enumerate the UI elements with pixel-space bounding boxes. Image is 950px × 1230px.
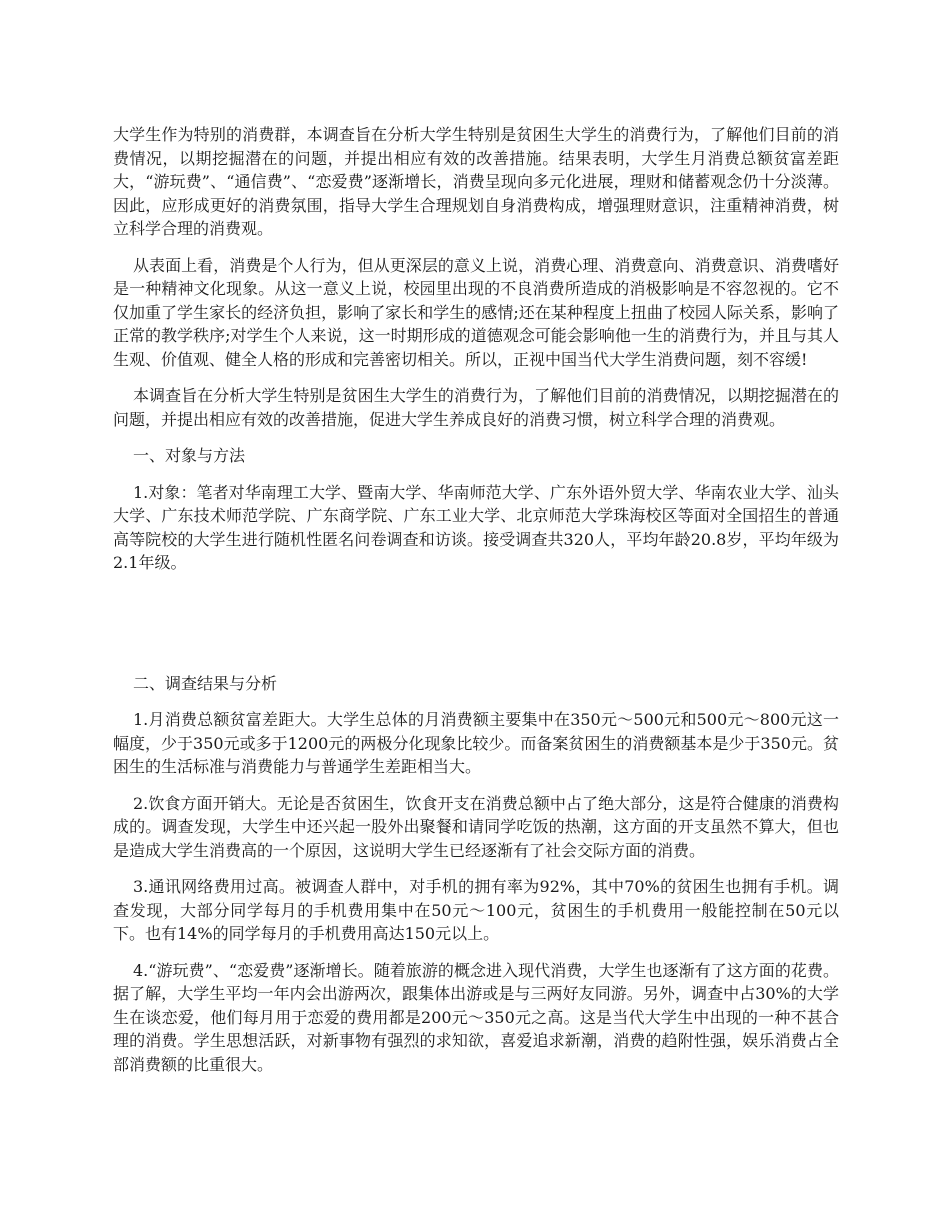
result-paragraph-2: 2.饮食方面开销大。无论是否贫困生，饮食开支在消费总额中占了绝大部分，这是符合健康的消费构成的。调查发现，大学生中还兴起一股外出聚餐和请同学吃饭的热潮，这方面的开支虽然不算大，但也是造成大学生消费高的一个原因，这说明大学生已经逐渐有了社会交际方面的消费。 xyxy=(113,793,839,860)
subjects-paragraph: 1.对象：笔者对华南理工大学、暨南大学、华南师范大学、广东外语外贸大学、华南农业大学、汕头大学、广东技术师范学院、广东商学院、广东工业大学、北京师范大学珠海校区等面对全国招生的普通高等院校的大学生进行随机性匿名问卷调查和访谈。接受调查共320人，平均年龄20.8岁，平均年级为2.1年级。 xyxy=(113,482,839,572)
intro-paragraph: 从表面上看，消费是个人行为，但从更深层的意义上说，消费心理、消费意向、消费意识、消费嗜好是一种精神文化现象。从这一意义上说，校园里出现的不良消费所造成的消极影响是不容忽视的。它不仅加重了学生家长的经济负担，影响了家长和学生的感情;还在某种程度上扭曲了校园人际关系，影响了正常的教学秩序;对学生个人来说，这一时期形成的道德观念可能会影响他一生的消费行为，并且与其人生观、价值观、健全人格的形成和完善密切相关。所以，正视中国当代大学生消费问题，刻不容缓! xyxy=(113,255,839,369)
document-body xyxy=(113,123,839,1089)
result-paragraph-1: 1.月消费总额贫富差距大。大学生总体的月消费额主要集中在350元～500元和500元～800元这一幅度，少于350元或多于1200元的两极分化现象比较少。而备案贫困生的消费额基本是少于350元。贫困生的生活标准与消费能力与普通学生差距相当大。 xyxy=(113,710,839,776)
result-paragraph-4: 4.“游玩费”、“恋爱费”逐渐增长。随着旅游的概念进入现代消费，大学生也逐渐有了这方面的花费。据了解，大学生平均一年内会出游两次，跟集体出游或是与三两好友同游。另外，调查中占30%的大学生在谈恋爱，他们每月用于恋爱的费用都是200元～350元之高。这是当代大学生中出现的一种不甚合理的消费。学生思想活跃，对新事物有强烈的求知欲，喜爱追求新潮，消费的趋附性强，娱乐消费占全部消费额的比重很大。 xyxy=(113,960,839,1074)
page-gap xyxy=(113,588,839,672)
section-heading-results: 二、调查结果与分析 xyxy=(133,673,278,693)
purpose-paragraph: 本调查旨在分析大学生特别是贫困生大学生的消费行为，了解他们目前的消费情况，以期挖掘潜在的问题，并提出相应有效的改善措施，促进大学生养成良好的消费习惯，树立科学合理的消费观。 xyxy=(113,386,839,429)
result-paragraph-3: 3.通讯网络费用过高。被调查人群中，对手机的拥有率为92%，其中70%的贫困生也拥有手机。调查发现，大部分同学每月的手机费用集中在50元～100元，贫困生的手机费用一般能控制在50元以下。也有14%的同学每月的手机费用高达150元以上。 xyxy=(113,877,839,943)
section-heading-methods: 一、对象与方法 xyxy=(133,446,246,465)
abstract-paragraph: 大学生作为特别的消费群，本调查旨在分析大学生特别是贫困生大学生的消费行为，了解他们目前的消费情况，以期挖掘潜在的问题，并提出相应有效的改善措施。结果表明，大学生月消费总额贫富差距大，“游玩费”、“通信费”、“恋爱费”逐渐增长，消费呈现向多元化进展，理财和储蓄观念仍十分淡薄。因此，应形成更好的消费氛围，指导大学生合理规划自身消费构成，增强理财意识，注重精神消费，树立科学合理的消费观。 xyxy=(113,125,839,238)
